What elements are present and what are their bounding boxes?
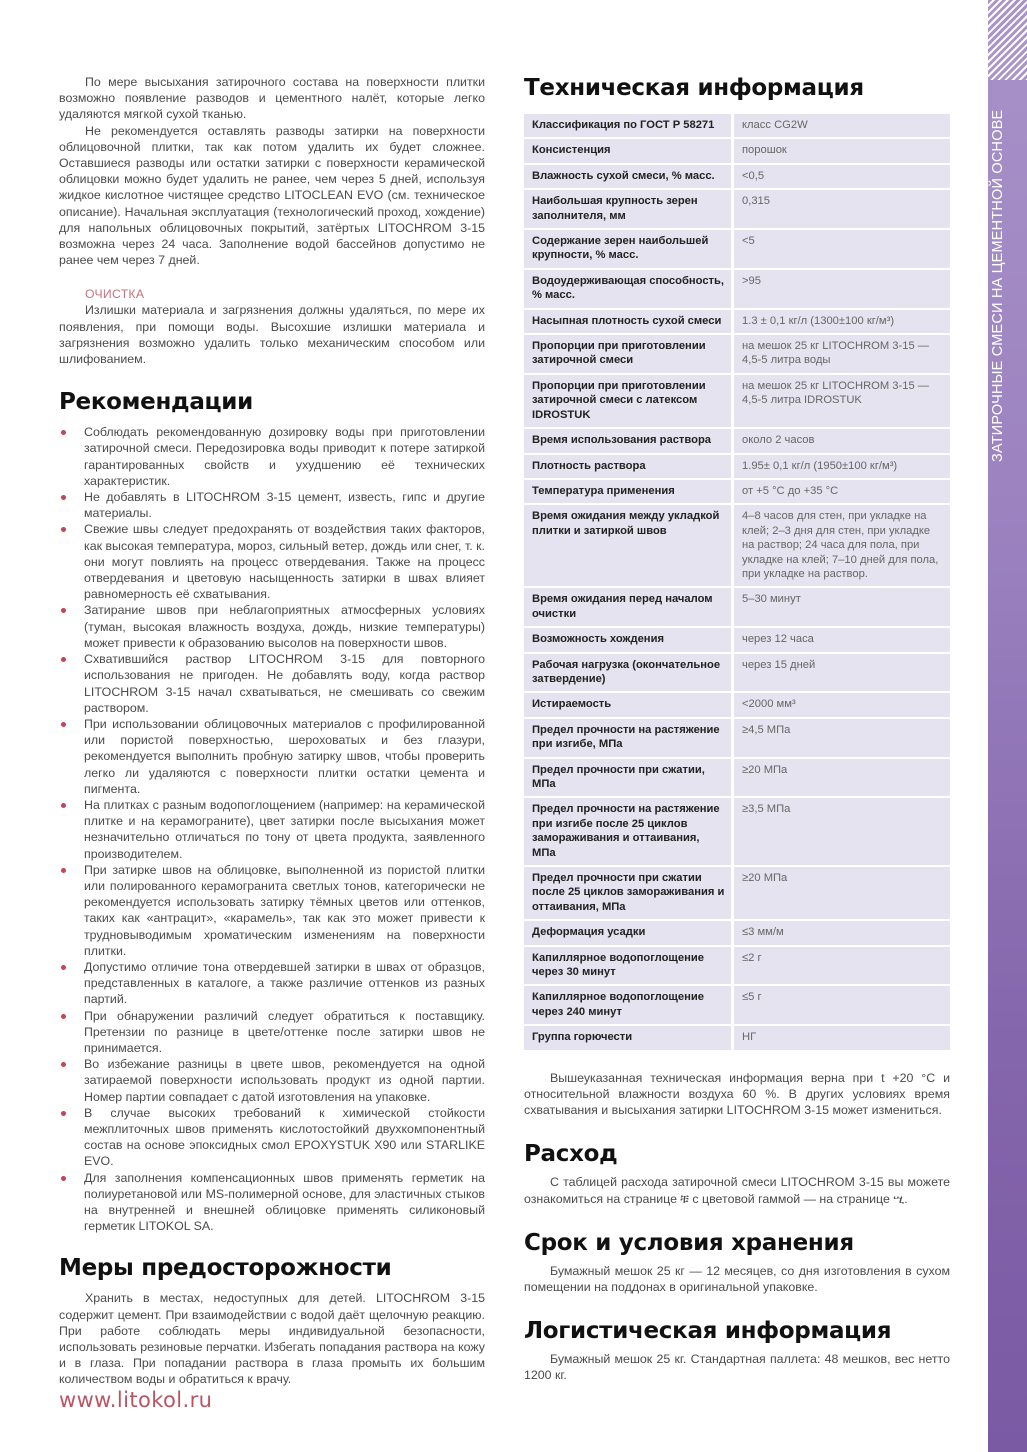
spec-label: Пропорции при приготовлении затирочной смеси (524, 335, 734, 373)
spec-label: Капиллярное водопоглощение через 240 минут (524, 986, 734, 1024)
spec-label: Предел прочности на растяжение при изгибе после 25 циклов замораживания и оттаивания, МПа (524, 798, 734, 865)
bullet-icon (61, 657, 66, 662)
spec-value: <2000 мм³ (734, 693, 950, 716)
storage-heading: Срок и условия хранения (524, 1229, 854, 1256)
table-row (524, 230, 950, 268)
spec-value: на мешок 25 кг LITOCHROM 3-15 — 4,5-5 литра IDROSTUK (734, 375, 950, 427)
table-row (524, 759, 950, 797)
spec-label: Насыпная плотность сухой смеси (524, 310, 734, 333)
bullet-icon (61, 495, 66, 500)
table-row (524, 719, 950, 757)
logistics-heading: Логистическая информация (524, 1318, 892, 1345)
table-row (524, 947, 950, 985)
spec-value: ≥3,5 МПа (734, 798, 950, 865)
spec-label: Предел прочности на растяжение при изгибе, МПа (524, 719, 734, 757)
website-link[interactable]: www.litokol.ru (59, 1388, 213, 1412)
list-item: Схватившийся раствор LITOCHROM 3-15 для повторного использования не пригоден. Не добавлять воду, когда раствор LITOCHROM 3-15 начал схватываться, не смешивать со свежим раствором. (59, 651, 485, 716)
spec-value: ≤3 мм/м (734, 921, 950, 944)
storage-paragraph: Бумажный мешок 25 кг — 12 месяцев, со дня изготовления в сухом помещении на поддонах в оригинальной упаковке. (524, 1263, 950, 1294)
spec-label: Истираемость (524, 693, 734, 716)
spec-value: 4–8 часов для стен, при укладке на клей; 2–3 дня для стен, при укладке на раствор; 24 часа для пола, при укладке на клей; 7–10 дней для пола, при укладке на раствор. (734, 505, 950, 586)
left-column (59, 74, 485, 1388)
table-row (524, 310, 950, 333)
table-row (524, 588, 950, 626)
bullet-icon (61, 965, 66, 970)
table-row (524, 455, 950, 478)
spec-label: Капиллярное водопоглощение через 30 минут (524, 947, 734, 985)
spec-label: Консистенция (524, 139, 734, 162)
recommendations-heading: Рекомендации (59, 389, 253, 416)
bullet-icon (61, 430, 66, 435)
bullet-icon (61, 722, 66, 727)
list-item: Во избежание разницы в цвете швов, рекомендуется на одной затираемой поверхности использовать продукт из одной партии. Номер партии совпадает с датой изготовления на упаковке. (59, 1056, 485, 1105)
table-row (524, 628, 950, 651)
table-row (524, 480, 950, 503)
spec-label: Предел прочности при сжатии после 25 циклов замораживания и оттаивания, МПа (524, 867, 734, 919)
list-item: Допустимо отличие тона отвердевшей затирки в швах от образцов, представленных в каталоге, а также различие оттенков из разных партий. (59, 959, 485, 1008)
table-row (524, 1026, 950, 1049)
spec-value: 1.3 ± 0,1 кг/л (1300±100 кг/м³) (734, 310, 950, 333)
spec-label: Возможность хождения (524, 628, 734, 651)
bullet-icon (61, 803, 66, 808)
bullet-icon (61, 608, 66, 613)
spec-value: ≤5 г (734, 986, 950, 1024)
spec-label: Водоудерживающая способность, % масс. (524, 270, 734, 308)
table-row (524, 798, 950, 865)
list-item: На плитках с разным водопоглощением (например: на керамической плитке и на керамограните), цвет затирки после высыхания может незначительно отличаться по тону от цвета продукта, заявленного производителем. (59, 797, 485, 862)
spec-label: Температура применения (524, 480, 734, 503)
spec-label: Содержание зерен наибольшей крупности, % масс. (524, 230, 734, 268)
list-item: Не добавлять в LITOCHROM 3-15 цемент, известь, гипс и другие материалы. (59, 489, 485, 521)
spec-value: класс CG2W (734, 114, 950, 137)
logistics-paragraph: Бумажный мешок 25 кг. Стандартная паллета: 48 мешков, вес нетто 1200 кг. (524, 1352, 950, 1383)
spec-value: 5–30 минут (734, 588, 950, 626)
spec-value: <0,5 (734, 165, 950, 188)
spec-value: <5 (734, 230, 950, 268)
table-row (524, 270, 950, 308)
table-row (524, 114, 950, 137)
table-row (524, 429, 950, 452)
table-row (524, 986, 950, 1024)
bullet-icon (61, 1176, 66, 1181)
spec-value: ≤2 г (734, 947, 950, 985)
spec-value: ≥4,5 МПа (734, 719, 950, 757)
bullet-icon (61, 527, 66, 532)
cleaning-subheading: ОЧИСТКА (85, 287, 145, 302)
table-row (524, 139, 950, 162)
list-item: Для заполнения компенсационных швов применять герметик на полиуретановой или MS-полимерной основе, для эластичных стыков на внутренней и внешней облицовке применять силиконовый герметик LITOKOL SA. (59, 1170, 485, 1235)
table-row (524, 375, 950, 427)
intro-paragraph: По мере высыхания затирочного состава на поверхности плитки возможно появление разводов и цементного налёт, которые легко удаляются мягкой сухой тканью. (59, 75, 485, 122)
spec-value: НГ (734, 1026, 950, 1049)
list-item: При затирке швов на облицовке, выполненной из пористой плитки или полированного керамогранита светлых тонов, категорически не рекомендуется использовать затирку тёмных цветов или оттенков, таких как «антрацит», «карамель», так как это может привести к трудновыводимым хроматическим изменениям на поверхности плитки. (59, 862, 485, 959)
table-row (524, 165, 950, 188)
tech-info-note: Вышеуказанная техническая информация верна при t +20 °С и относительной влажности воздуха 60 %. В других условиях время схватывания и высыхания затирки LITOCHROM 3-15 может измениться. (524, 1070, 950, 1118)
spec-label: Наибольшая крупность зерен заполнителя, мм (524, 190, 734, 228)
hatch-pattern-decoration (988, 0, 1027, 80)
spec-value: ≥20 МПа (734, 867, 950, 919)
spec-label: Классификация по ГОСТ Р 58271 (524, 114, 734, 137)
spec-value: от +5 °С до +35 °С (734, 480, 950, 503)
spec-label: Предел прочности при сжатии, МПа (524, 759, 734, 797)
list-item: При использовании облицовочных материалов с профилированной или пористой поверхностью, шероховатых и без глазури, рекомендуется выполнить пробную затирку швов, чтобы проверить легко ли удаляются с поверхности плитки остатки цемента и пигмента. (59, 716, 485, 797)
spec-value: через 15 дней (734, 654, 950, 692)
spec-label: Деформация усадки (524, 921, 734, 944)
table-row (524, 654, 950, 692)
recommendations-list (59, 424, 485, 1234)
section-side-label (990, 426, 1006, 462)
cleaning-paragraph: Излишки материала и загрязнения должны удаляться, по мере их появления, при помощи воды. Высохшие излишки материала и загрязнения возможно удалить только механическим способом или шлифованием. (59, 303, 485, 367)
spec-value: около 2 часов (734, 429, 950, 452)
list-item: В случае высоких требований к химической стойкости межплиточных швов применять кислотостойкий двухкомпонентный состав на основе эпоксидных смол EPOXYSTUK X90 или STARLIKE EVO. (59, 1105, 485, 1170)
spec-value: 1.95± 0,1 кг/л (1950±100 кг/м³) (734, 455, 950, 478)
right-column (524, 74, 950, 1384)
precautions-paragraph: Хранить в местах, недоступных для детей. LITOCHROM 3-15 содержит цемент. При взаимодействии с водой даёт щелочную реакцию. При работе соблюдать меры индивидуальной безопасности, использовать резиновые перчатки. Избегать попадания раствора на кожу и в глаза. При попадании раствора в глаза промыть их большим количеством воды и обратиться к врачу. (59, 1291, 485, 1387)
spec-label: Плотность раствора (524, 455, 734, 478)
table-row (524, 921, 950, 944)
spec-label: Время ожидания между укладкой плитки и затиркой швов (524, 505, 734, 586)
consumption-paragraph: С таблицей расхода затирочной смеси LITOCHROM 3-15 вы можете ознакомиться на странице ቹ с цветовой гаммой — на странице ሢ. (524, 1175, 950, 1206)
spec-label: Время использования раствора (524, 429, 734, 452)
spec-label: Влажность сухой смеси, % масс. (524, 165, 734, 188)
bullet-icon (61, 1014, 66, 1019)
spec-value: ≥20 МПа (734, 759, 950, 797)
bullet-icon (61, 1062, 66, 1067)
tech-info-heading: Техническая информация (524, 75, 864, 101)
spec-value: порошок (734, 139, 950, 162)
tech-info-table (524, 112, 950, 1052)
table-row (524, 190, 950, 228)
consumption-heading: Расход (524, 1141, 618, 1168)
spec-value: >95 (734, 270, 950, 308)
list-item: Затирание швов при неблагоприятных атмосферных условиях (туман, высокая влажность воздуха, дождь, низкие температуры) может привести к образованию высолов на поверхности швов. (59, 602, 485, 651)
table-row (524, 335, 950, 373)
intro-paragraph: Не рекомендуется оставлять разводы затирки на поверхности облицовочной плитки, так как потом удалить их будет сложнее. Оставшиеся разводы или остатки затирки с поверхности керамической облицовки можно будет удалить не ранее, чем через 5 дней, используя жидкое кислотное чистящее средство LITOCLEAN EVO (см. техническое описание). Начальная эксплуатация (технологический проход, хождение) для напольных облицовочных покрытий, затёртых LITOCHROM 3-15 возможна через 24 часа. Заполнение водой бассейнов допустимо не ранее чем через 7 дней. (59, 123, 485, 268)
spec-label: Время ожидания перед началом очистки (524, 588, 734, 626)
list-item: Соблюдать рекомендованную дозировку воды при приготовлении затирочной смеси. Передозировка воды приводит к потере затиркой гарантированных свойств и ухудшению её технических характеристик. (59, 424, 485, 489)
spec-value: 0,315 (734, 190, 950, 228)
spec-value: на мешок 25 кг LITOCHROM 3-15 — 4,5-5 литра воды (734, 335, 950, 373)
spec-label: Пропорции при приготовлении затирочной смеси с латексом IDROSTUK (524, 375, 734, 427)
spec-label: Рабочая нагрузка (окончательное затвердение) (524, 654, 734, 692)
table-row (524, 505, 950, 586)
spec-value: через 12 часа (734, 628, 950, 651)
precautions-heading: Меры предосторожности (59, 1255, 392, 1282)
bullet-icon (61, 1111, 66, 1116)
spec-label: Группа горючести (524, 1026, 734, 1049)
bullet-icon (61, 868, 66, 873)
table-row (524, 693, 950, 716)
table-row (524, 867, 950, 919)
list-item: При обнаружении различий следует обратиться к поставщику. Претензии по разнице в цвете/оттенке после затирки швов не принимается. (59, 1008, 485, 1057)
list-item: Свежие швы следует предохранять от воздействия таких факторов, как высокая температура, мороз, сильный ветер, дождь или снег, т. к. они могут повлиять на процесс отвердевания. Также на процесс отвердевания и цветовую насыщенность затирки в швах влияет равномерность её схватывания. (59, 521, 485, 602)
